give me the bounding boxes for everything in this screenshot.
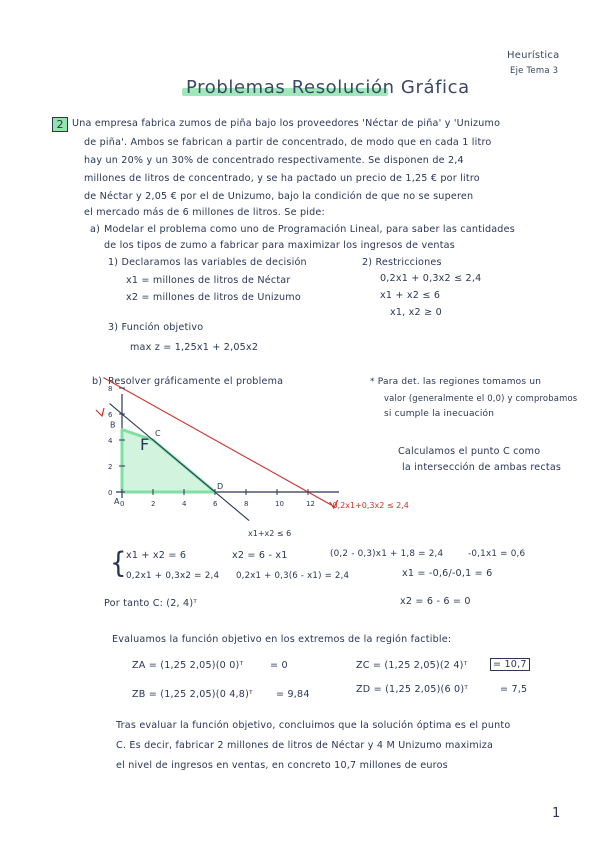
step3-title: 3) Función objetivo: [108, 322, 204, 333]
step2-title: 2) Restricciones: [362, 257, 442, 268]
y-tick-label: 0: [108, 489, 113, 497]
x-tick-label: 0: [120, 500, 125, 508]
note-line: * Para det. las regiones tomamos un: [370, 377, 542, 387]
statement-line: el mercado más de 6 millones de litros. Se pide:: [84, 207, 325, 218]
x-tick-label: 2: [151, 500, 156, 508]
solve-step-b: -0,1x1 = 0,6: [468, 549, 526, 559]
note-line: valor (generalmente el 0,0) y comprobamos: [384, 393, 578, 403]
part-a-label: a): [90, 224, 101, 235]
page-number: 1: [552, 806, 561, 821]
evaluate-title: Evaluamos la función objetivo en los extremos de la región factible:: [112, 634, 452, 645]
point-label: D: [217, 482, 224, 491]
statement-line: millones de litros de concentrado, y se ha pactado un precio de 1,25 € por litro: [84, 173, 480, 184]
z-a-label: ZA = (1,25 2,05)(0 0)ᵀ: [132, 660, 244, 671]
feasible-region: [122, 430, 215, 492]
part-b-title: Resolver gráficamente el problema: [108, 376, 284, 387]
system-brace: {: [110, 546, 127, 580]
problem-number: 2: [52, 117, 68, 132]
z-d-result: = 7,5: [500, 684, 528, 695]
constraint-3: x1, x2 ≥ 0: [390, 307, 442, 318]
conclusion-line: el nivel de ingresos en ventas, en concreto 10,7 millones de euros: [116, 760, 448, 771]
note-line: si cumple la inecuación: [384, 409, 495, 419]
step1-title: 1) Declaramos las variables de decisión: [108, 257, 307, 268]
statement-line: de piña'. Ambos se fabrican a partir de concentrado, de modo que en cada 1 litro: [84, 137, 492, 148]
x2-result: x2 = 6 - 6 = 0: [400, 596, 471, 607]
part-a-line: Modelar el problema como uno de Programación Lineal, para saber las cantidades: [104, 224, 515, 235]
red-arrow-left: [96, 408, 104, 416]
z-c-label: ZC = (1,25 2,05)(2 4)ᵀ: [356, 660, 468, 671]
y-tick-label: 2: [108, 463, 113, 471]
objective-function: max z = 1,25x1 + 2,05x2: [130, 342, 259, 353]
z-c-result: = 10,7: [490, 659, 530, 670]
var-x2: x2 = millones de litros de Unizumo: [126, 292, 301, 303]
constraint-2: x1 + x2 ≤ 6: [380, 290, 441, 301]
feasible-region-graph: [80, 384, 409, 544]
conclusion-line: C. Es decir, fabricar 2 millones de litros de Néctar y 4 M Unizumo maximiza: [116, 740, 494, 751]
topic-tag: Eje Tema 3: [510, 66, 559, 76]
x-tick-label: 10: [275, 500, 284, 508]
x-tick-label: 8: [244, 500, 249, 508]
y-tick-label: 8: [108, 385, 113, 393]
point-c-result: Por tanto C: (2, 4)ᵀ: [104, 598, 198, 609]
point-label: B: [110, 420, 116, 430]
x-tick-label: 12: [306, 500, 315, 508]
part-a-line: de los tipos de zumo a fabricar para maximizar los ingresos de ventas: [104, 240, 455, 251]
z-b-label: ZB = (1,25 2,05)(0 4,8)ᵀ: [132, 689, 253, 700]
z-d-label: ZD = (1,25 2,05)(6 0)ᵀ: [356, 684, 469, 695]
page-title: Problemas Resolución Gráfica: [186, 77, 470, 98]
red-line-label: 0,2x1+0,3x2 ≤ 2,4: [332, 501, 409, 510]
calc-line: la intersección de ambas rectas: [402, 462, 562, 473]
part-b-label: b): [92, 376, 103, 387]
conclusion-line: Tras evaluar la función objetivo, concluimos que la solución óptima es el punto: [116, 720, 511, 731]
black-line-label: x1+x2 ≤ 6: [248, 529, 292, 538]
var-x1: x1 = millones de litros de Néctar: [126, 275, 291, 286]
system-eq2: 0,2x1 + 0,3x2 = 2,4: [126, 571, 220, 581]
region-label: F: [140, 435, 150, 454]
calc-line: Calculamos el punto C como: [398, 446, 541, 457]
constraint-1: 0,2x1 + 0,3x2 ≤ 2,4: [380, 273, 482, 284]
y-tick-label: 4: [108, 437, 113, 445]
z-b-result: = 9,84: [276, 689, 310, 700]
x-tick-label: 4: [182, 500, 187, 508]
x-tick-label: 6: [213, 500, 218, 508]
statement-line: hay un 20% y un 30% de concentrado respectivamente. Se disponen de 2,4: [84, 155, 464, 166]
system-eq1-sub: x2 = 6 - x1: [232, 550, 288, 561]
statement-line: Una empresa fabrica zumos de piña bajo los proveedores 'Néctar de piña' y 'Unizumo: [72, 118, 501, 129]
system-eq2-sub: 0,2x1 + 0,3(6 - x1) = 2,4: [236, 571, 350, 581]
subject-tag: Heurística: [507, 50, 560, 61]
x1-result: x1 = -0,6/-0,1 = 6: [402, 568, 493, 579]
point-label: A: [114, 497, 120, 506]
system-eq1: x1 + x2 = 6: [126, 550, 187, 561]
z-a-result: = 0: [270, 660, 288, 671]
solve-step-a: (0,2 - 0,3)x1 + 1,8 = 2,4: [330, 549, 444, 559]
statement-line: de Néctar y 2,05 € por el de Unizumo, bajo la condición de que no se superen: [84, 191, 474, 202]
point-label: C: [155, 429, 161, 438]
y-tick-label: 6: [108, 411, 113, 419]
